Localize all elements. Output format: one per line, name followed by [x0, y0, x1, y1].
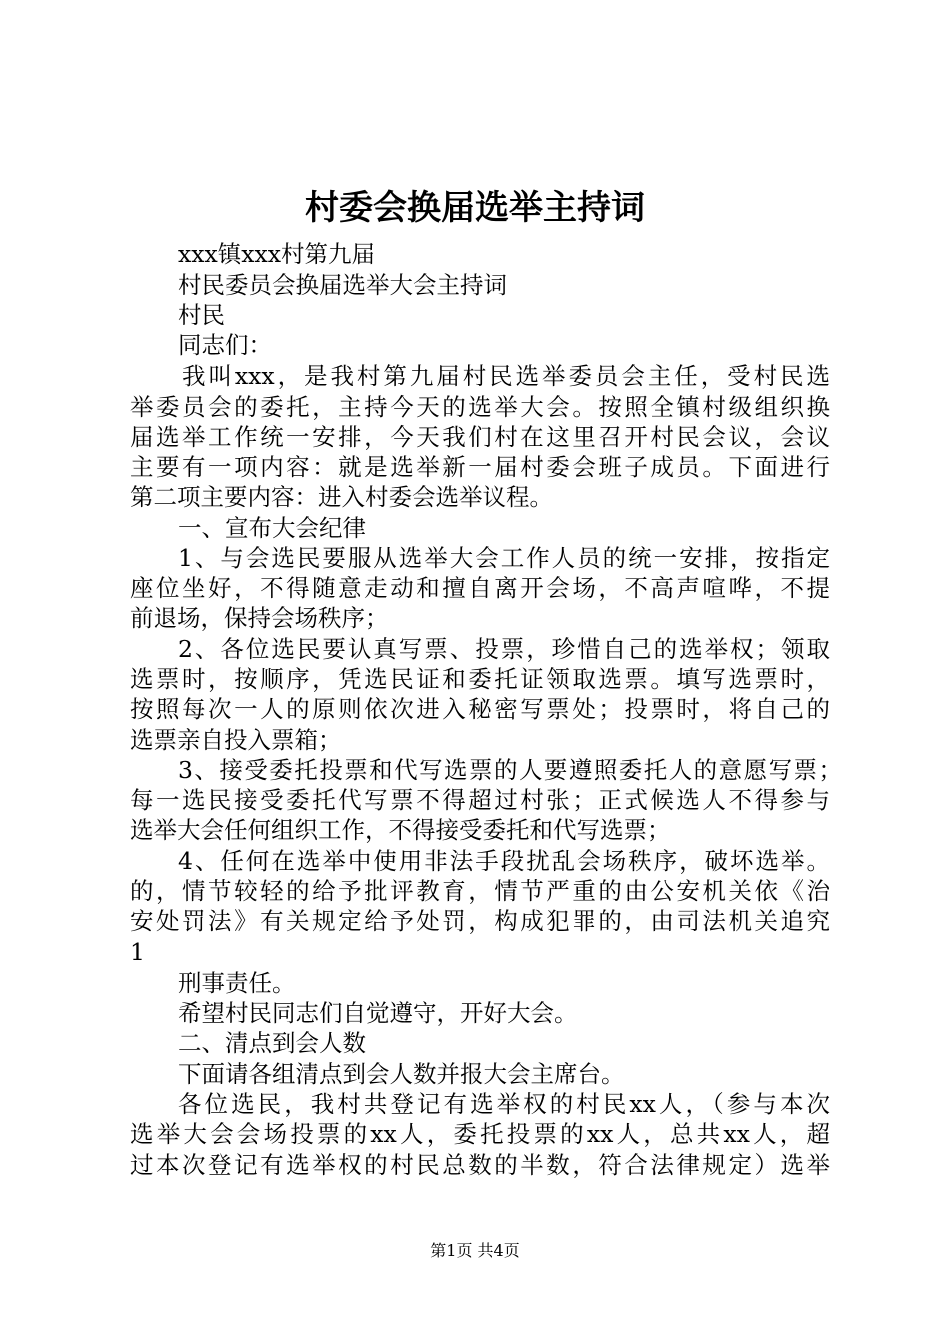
- section-heading: 一、宣布大会纪律: [178, 514, 366, 542]
- text-line: 我叫xxx，是我村第九届村民选举委员会主任，受村民选: [182, 362, 830, 390]
- text-line: 希望村民同志们自觉遵守，开好大会。: [178, 999, 578, 1027]
- text-line: 举委员会的委托，主持今天的选举大会。按照全镇村级组织换: [130, 393, 830, 421]
- text-line: xxx镇xxx村第九届: [178, 240, 376, 268]
- text-line: 安处罚法》有关规定给予处罚，构成犯罪的，由司法机关追究: [130, 907, 830, 935]
- text-line: 座位坐好，不得随意走动和擅自离开会场，不高声喧哗，不提: [130, 574, 830, 602]
- text-line: 过本次登记有选举权的村民总数的半数，符合法律规定）选举: [130, 1151, 830, 1179]
- text-line: 按照每次一人的原则依次进入秘密写票处；投票时，将自己的: [130, 695, 830, 723]
- text-line: 选举大会会场投票的xx人，委托投票的xx人，总共xx人，超: [130, 1120, 830, 1148]
- text-line: 第二项主要内容：进入村委会选举议程。: [130, 483, 553, 511]
- text-line: 选票时，按顺序，凭选民证和委托证领取选票。填写选票时，: [130, 665, 830, 693]
- section-heading: 二、清点到会人数: [178, 1029, 366, 1057]
- page-footer: 第1页 共4页: [430, 1241, 520, 1260]
- text-line: 村民: [178, 301, 225, 329]
- text-line: 村民委员会换届选举大会主持词: [178, 271, 507, 299]
- text-line: 3、接受委托投票和代写选票的人要遵照委托人的意愿写票；: [178, 756, 842, 784]
- text-line: 下面请各组清点到会人数并报大会主席台。: [178, 1060, 625, 1088]
- text-line: 2、各位选民要认真写票、投票，珍惜自己的选举权；领取: [178, 635, 830, 663]
- text-line: 选票亲自投入票箱；: [130, 726, 342, 754]
- text-line: 各位选民，我村共登记有选举权的村民xx人，（参与本次: [178, 1090, 830, 1118]
- text-line: 选举大会任何组织工作，不得接受委托和代写选票；: [130, 816, 671, 844]
- text-line: 届选举工作统一安排，今天我们村在这里召开村民会议，会议: [130, 423, 830, 451]
- text-line: 主要有一项内容：就是选举新一届村委会班子成员。下面进行: [130, 453, 830, 481]
- text-line: 1、与会选民要服从选举大会工作人员的统一安排，按指定: [178, 544, 830, 572]
- text-line: 同志们：: [178, 331, 272, 359]
- text-line: 的，情节较轻的给予批评教育，情节严重的由公安机关依《治: [130, 877, 830, 905]
- text-line: 前退场，保持会场秩序；: [130, 604, 389, 632]
- page-break-number: 1: [130, 938, 145, 966]
- text-line: 每一选民接受委托代写票不得超过村张；正式候选人不得参与: [130, 786, 830, 814]
- text-line: 4、任何在选举中使用非法手段扰乱会场秩序，破坏选举。: [178, 847, 830, 875]
- text-line: 刑事责任。: [178, 969, 296, 997]
- document-title: 村委会换届选举主持词: [305, 188, 645, 228]
